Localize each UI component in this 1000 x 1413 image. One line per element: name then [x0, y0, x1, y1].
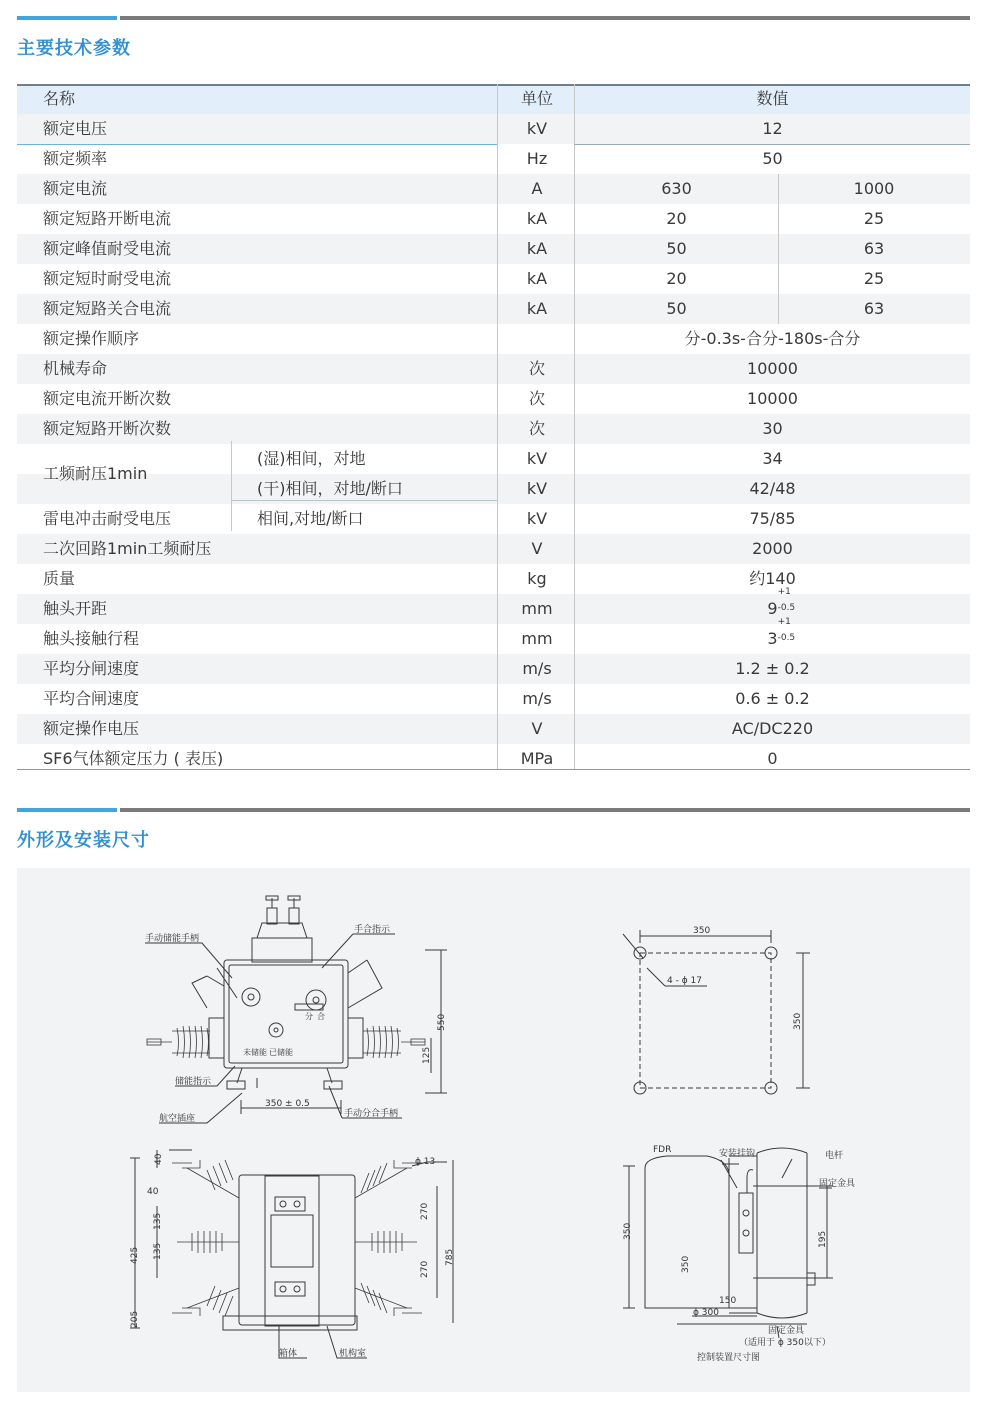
mount-hole-label: 4 - ϕ 17 [667, 976, 702, 986]
cell-value: 34 [762, 449, 783, 468]
table-row [17, 444, 970, 474]
cell-unit: kV [526, 479, 548, 498]
cell-value-630: 50 [666, 299, 687, 318]
cell-unit: V [531, 539, 543, 558]
cell-value-630: 630 [661, 179, 692, 198]
cell-unit: kA [526, 239, 548, 258]
label-hook: 安装挂钩 [719, 1149, 756, 1159]
cell-value: 12 [762, 119, 783, 138]
dim-125: 125 [422, 1046, 432, 1064]
cell-name: 雷电冲击耐受电压 [43, 509, 172, 528]
control-caption: 控制装置尺寸图 [697, 1353, 761, 1363]
cell-value: 10000 [747, 389, 798, 408]
cell-unit: kV [526, 449, 548, 468]
table-header-row [17, 84, 970, 114]
header-unit: 单位 [520, 89, 553, 108]
cell-value-1000: 63 [863, 299, 885, 318]
mounting-view [623, 926, 810, 1094]
label-storage-indicator: 储能指示 [175, 1077, 212, 1087]
dim-425: 425 [130, 1246, 140, 1264]
cell-name: 触头接触行程 [43, 629, 140, 648]
cell-name: 机械寿命 [43, 359, 108, 378]
cell-sub: (湿)相间，对地 [257, 449, 366, 468]
cell-value: 75/85 [749, 509, 796, 528]
cell-value-1000: 25 [863, 269, 885, 288]
cell-sub: (干)相间，对地/断口 [257, 479, 403, 498]
cell-unit: kA [526, 209, 548, 228]
cell-value-630: 20 [666, 209, 687, 228]
cell-value: 30 [762, 419, 783, 438]
cell-sub: 相间,对地/断口 [257, 509, 364, 528]
cell-unit: mm [521, 629, 553, 648]
cell-name: 触头开距 [43, 599, 108, 618]
dim-40a: 40 [154, 1153, 164, 1165]
cell-name: 二次回路1min工频耐压 [43, 539, 212, 558]
value-main: 3 [767, 629, 778, 648]
cell-value: 0.6 ± 0.2 [735, 689, 810, 708]
tol-lower: -0.5 [777, 633, 796, 643]
table-row [17, 587, 970, 624]
cell-value-630: 50 [666, 239, 687, 258]
cell-value-630: 20 [666, 269, 687, 288]
cell-value: 约140 [749, 569, 796, 588]
cell-unit: mm [521, 599, 553, 618]
section-title-drawings: 外形及安装尺寸 [17, 830, 150, 851]
cell-unit: 次 [528, 389, 545, 408]
table-row [17, 264, 970, 294]
tol-upper: +1 [777, 617, 791, 627]
cell-value [575, 587, 970, 624]
cell-value-1000: 25 [863, 209, 885, 228]
cell-value-1000: 1000 [853, 179, 895, 198]
top-view [130, 1150, 455, 1359]
cell-unit: 次 [528, 419, 545, 438]
panel-text-1: 未储能 [243, 1048, 267, 1057]
label-fixing: 固定金具 [819, 1179, 856, 1189]
cell-name: 额定短路开断次数 [43, 419, 172, 438]
tolerance-value [767, 587, 796, 624]
tol-upper: +1 [777, 587, 791, 597]
spec-table [17, 84, 970, 770]
cell-value: 2000 [752, 539, 793, 558]
dim-350-ctrl-a: 350 [623, 1222, 633, 1240]
cell-value: 1.2 ± 0.2 [735, 659, 810, 678]
dim-150: 150 [719, 1296, 737, 1306]
dim-135b: 135 [153, 1242, 163, 1260]
cell-name: 工频耐压1min [43, 464, 148, 483]
table-row [17, 324, 970, 354]
header-name: 名称 [43, 89, 76, 108]
table-row [17, 354, 970, 384]
table-row [17, 504, 970, 534]
dim-350-mount-side: 350 [793, 1012, 803, 1030]
label-frame: 机构室 [339, 1349, 367, 1359]
label-manual-spring: 手动储能手柄 [145, 934, 200, 944]
cell-value: 50 [762, 149, 783, 168]
cell-unit: kA [526, 299, 548, 318]
cell-unit: kV [526, 509, 548, 528]
cell-name: 额定短路开断电流 [43, 209, 172, 228]
cell-value [575, 617, 970, 654]
cell-name: 额定操作顺序 [43, 329, 140, 348]
dim-phi300: ϕ 300 [693, 1308, 719, 1318]
cell-value: 42/48 [749, 479, 796, 498]
cell-name: 平均合闸速度 [43, 689, 140, 708]
front-view [145, 896, 447, 1124]
label-fdr: FDR [653, 1145, 672, 1155]
dimension-drawings [17, 868, 970, 1392]
cell-name: 额定峰值耐受电流 [43, 239, 172, 258]
cell-name: 额定电压 [43, 119, 108, 138]
label-box: 箱体 [279, 1349, 298, 1359]
cell-unit [498, 324, 576, 354]
dim-195: 195 [818, 1230, 828, 1248]
table-row [17, 294, 970, 324]
dim-550: 550 [437, 1013, 447, 1031]
label-applicable: （适用于 ϕ 350以下） [739, 1338, 831, 1348]
label-aviation-socket: 航空插座 [159, 1114, 196, 1124]
cell-name: SF6气体额定压力 ( 表压) [43, 749, 224, 768]
cell-value: 分-0.3s-合分-180s-合分 [684, 329, 861, 348]
drawing-panel [17, 868, 970, 1392]
cell-unit: kA [526, 269, 548, 288]
cell-name: 质量 [43, 569, 76, 588]
table-row [17, 114, 970, 144]
value-main: 9 [767, 599, 778, 618]
dim-350-ctrl-b: 350 [681, 1255, 691, 1273]
panel-text-4: 合 [317, 1012, 325, 1021]
tol-lower: -0.5 [777, 603, 796, 613]
cell-unit: V [531, 719, 543, 738]
table-row [17, 414, 970, 444]
table-row [17, 684, 970, 714]
section-rule-drawings [17, 808, 970, 812]
dim-205: 205 [130, 1310, 140, 1328]
cell-name: 额定电流开断次数 [43, 389, 172, 408]
cell-name: 额定频率 [43, 149, 108, 168]
cell-name: 额定短路关合电流 [43, 299, 172, 318]
dim-350-mount-top: 350 [693, 926, 711, 936]
label-pole: 电杆 [825, 1151, 844, 1161]
table-row [17, 534, 970, 564]
section-title-specs: 主要技术参数 [17, 38, 131, 59]
table-row [17, 174, 970, 204]
dim-phi13: ϕ 13 [415, 1157, 436, 1167]
label-close-indicator: 手合指示 [354, 925, 391, 935]
control-view [623, 1145, 856, 1363]
table-row [17, 144, 970, 174]
header-value: 数值 [756, 89, 789, 108]
table-row [17, 617, 970, 654]
cell-unit: m/s [522, 689, 552, 708]
cell-name: 额定短时耐受电流 [43, 269, 172, 288]
label-manual-open-close: 手动分合手柄 [344, 1109, 399, 1119]
table-row [17, 654, 970, 684]
section-rule-top [17, 16, 970, 20]
cell-name: 额定操作电压 [43, 719, 140, 738]
tolerance-value [767, 617, 796, 654]
cell-unit: Hz [526, 149, 548, 168]
cell-name: 平均分闸速度 [43, 659, 140, 678]
cell-unit: kV [526, 119, 548, 138]
cell-value: 0 [767, 749, 778, 768]
cell-unit: kg [527, 569, 547, 588]
cell-value: 10000 [747, 359, 798, 378]
cell-unit: 次 [528, 359, 545, 378]
dim-40b: 40 [147, 1187, 159, 1197]
cell-value-1000: 63 [863, 239, 885, 258]
table-row [17, 204, 970, 234]
dim-135a: 135 [153, 1212, 163, 1230]
cell-name: 额定电流 [43, 179, 108, 198]
cell-unit: m/s [522, 659, 552, 678]
table-row [17, 564, 970, 594]
cell-unit: MPa [520, 749, 554, 768]
table-row [17, 234, 970, 264]
cell-unit: A [531, 179, 543, 198]
dim-270b: 270 [420, 1260, 430, 1278]
dim-350-front: 350 ± 0.5 [265, 1099, 310, 1109]
panel-text-3: 分 [305, 1012, 313, 1021]
dim-785: 785 [445, 1248, 455, 1266]
cell-value: AC/DC220 [731, 719, 814, 738]
table-row [17, 714, 970, 744]
label-fixing2: 固定金具 [768, 1326, 805, 1336]
dim-270a: 270 [420, 1202, 430, 1220]
panel-text-2: 已储能 [269, 1048, 293, 1057]
table-row [17, 384, 970, 414]
